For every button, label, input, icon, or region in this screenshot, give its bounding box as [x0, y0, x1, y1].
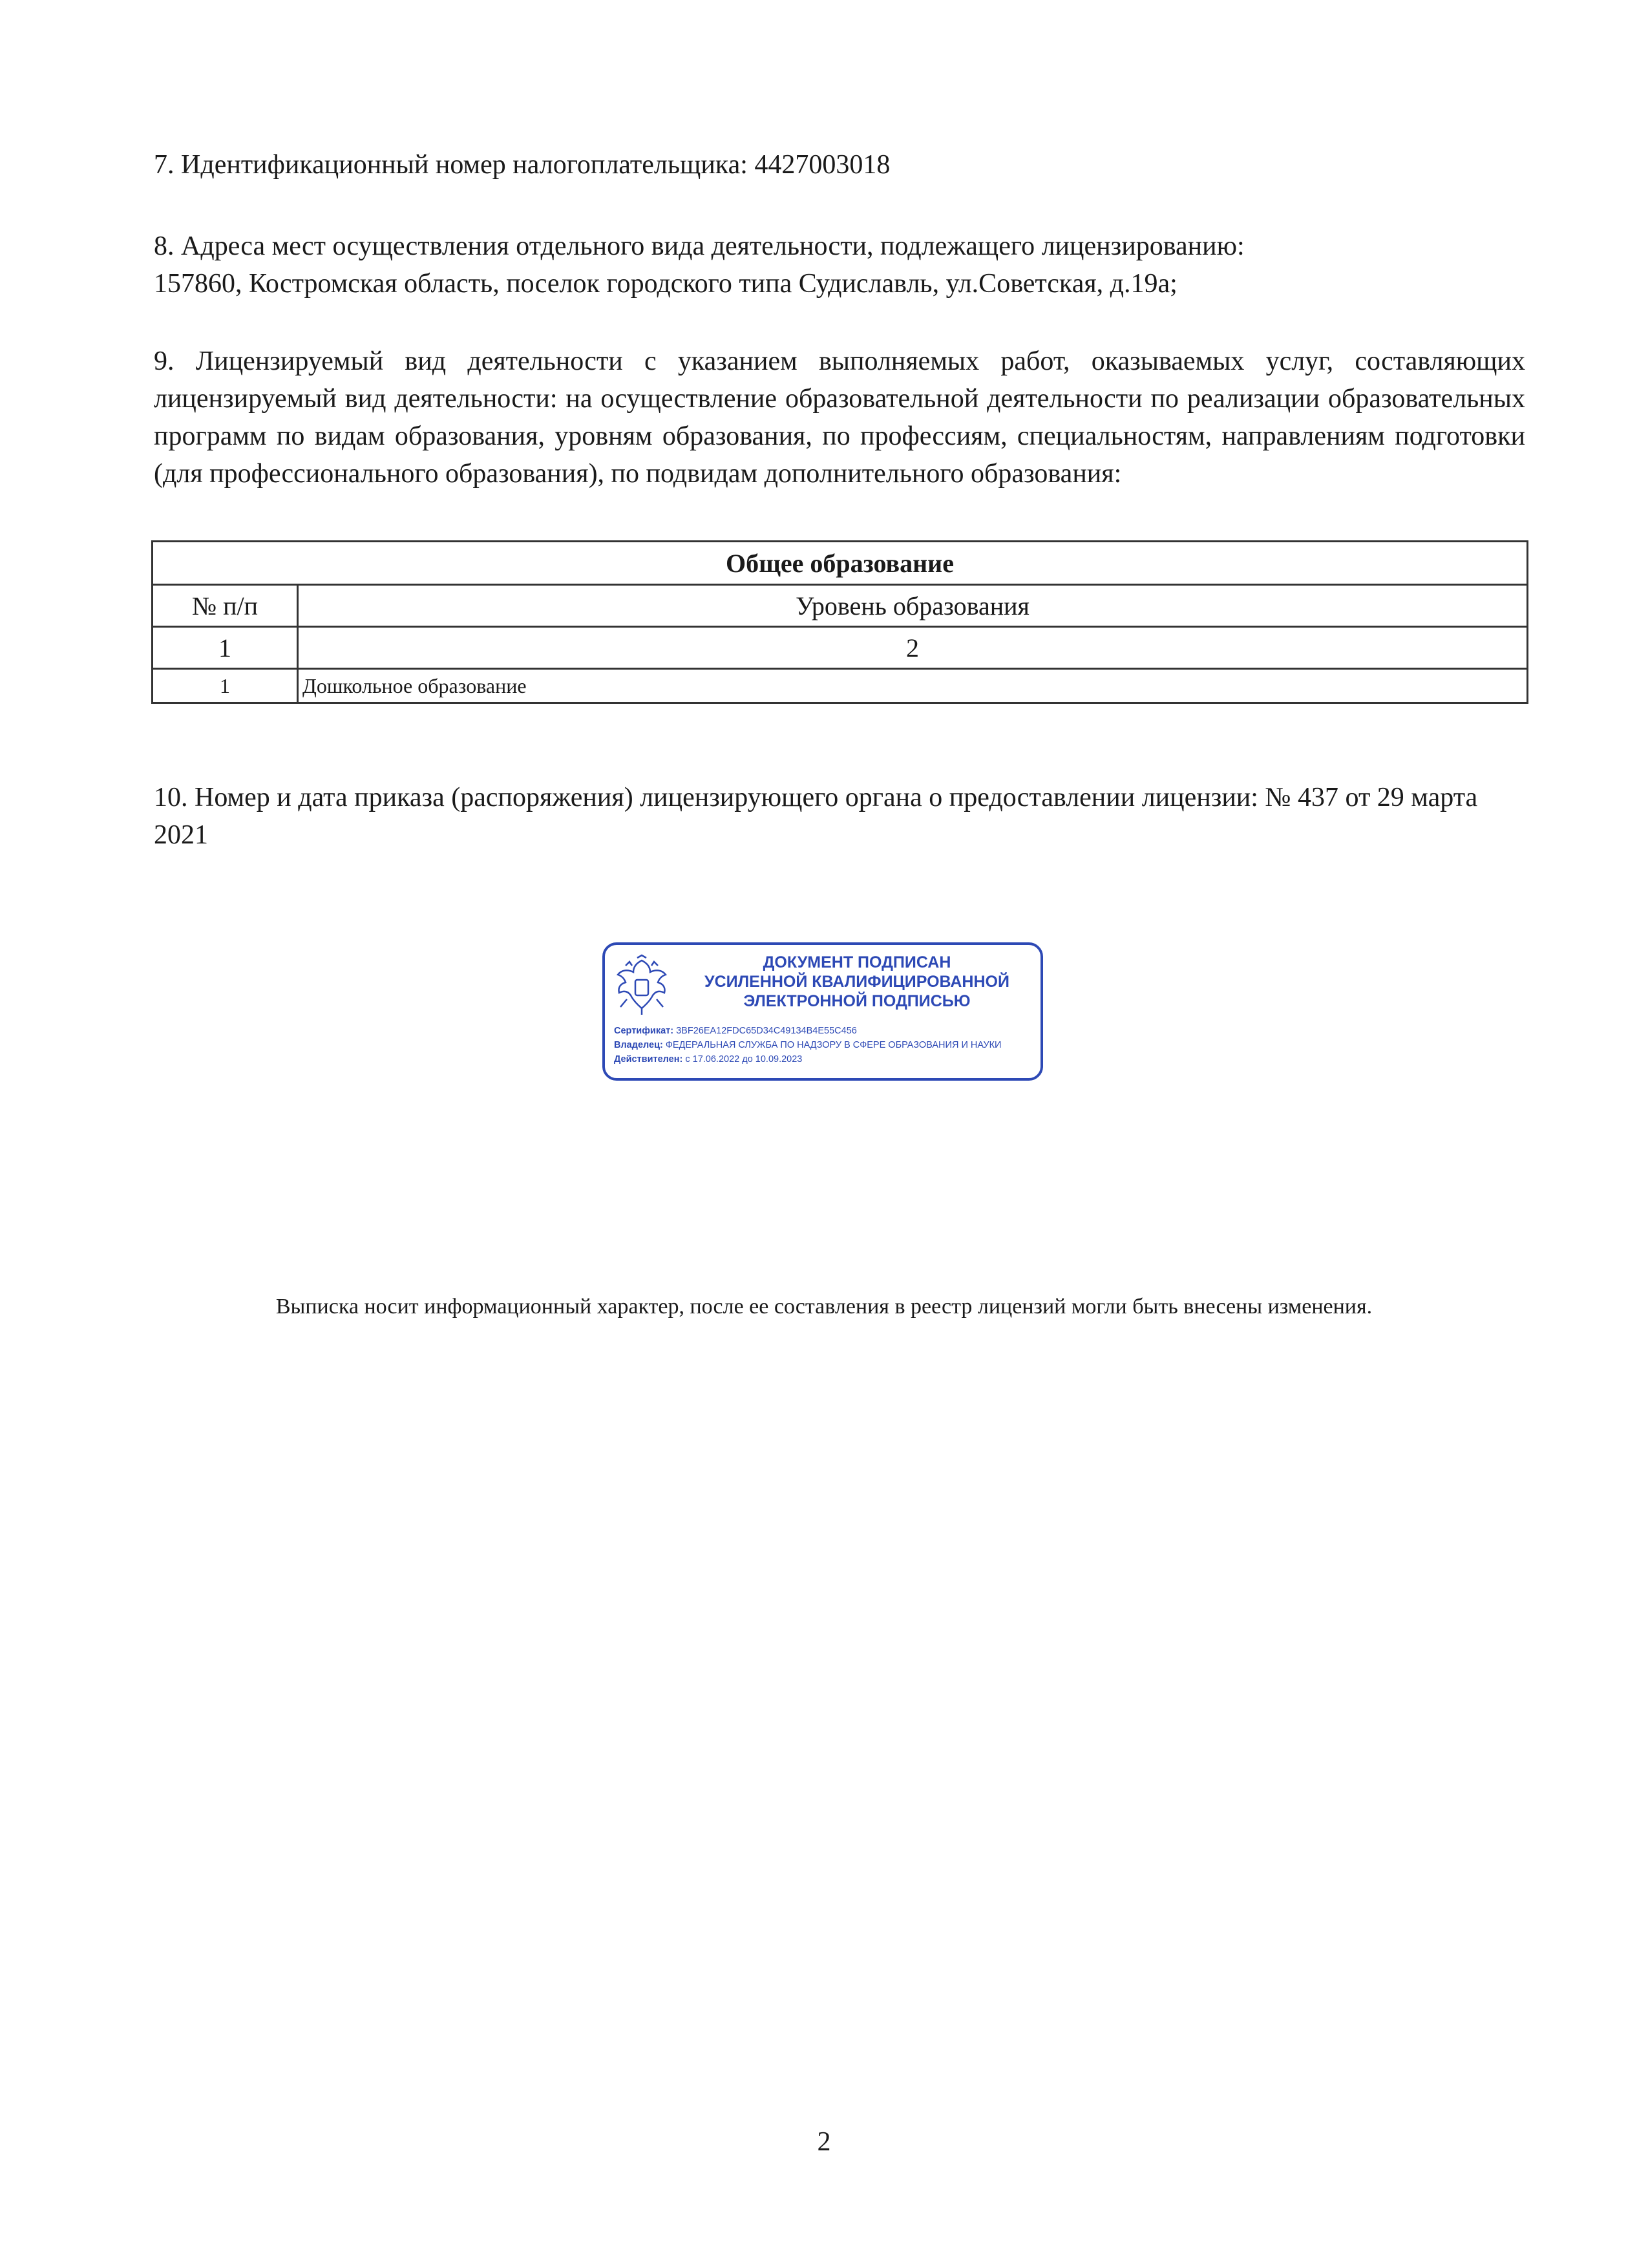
section-8-address: 157860, Костромская область, поселок городского типа Судиславль, ул.Советская, д.19а;	[154, 269, 1178, 299]
table-title: Общее образование	[153, 542, 1528, 585]
section-10-order: 10. Номер и дата приказа (распоряжения) лицензирующего органа о предоставлении лицензии: № 437 от 29 марта 2021	[154, 783, 1478, 850]
stamp-certificate-value: 3BF26EA12FDC65D34C49134B4E55C456	[676, 1026, 857, 1036]
coat-of-arms-icon	[614, 954, 670, 1016]
stamp-validity	[614, 1052, 1041, 1066]
section-8-heading: 8. Адреса мест осуществления отдельного вида деятельности, подлежащего лицензированию:	[154, 231, 1245, 261]
section-8-addresses	[154, 228, 1525, 302]
stamp-owner	[614, 1038, 1041, 1052]
column-header-number: № п/п	[153, 585, 298, 627]
page-number: 2	[817, 2127, 831, 2157]
section-9-activity: 9. Лицензируемый вид деятельности с указанием выполняемых работ, оказываемых услуг, составляющих лицензируемый вид деятельности: на осуществление образовательной деятельности по реализации образовательных программ по видам образования, уровням образования, по профессиям, специальностям, направлениям подготовки (для профессионального образования), по подвидам дополнительного образования:	[154, 346, 1525, 489]
stamp-validity-label: Действителен:	[614, 1054, 683, 1065]
column-header-level: Уровень образования	[298, 585, 1528, 627]
education-levels-table	[151, 540, 1528, 704]
stamp-validity-value: с 17.06.2022 до 10.09.2023	[685, 1054, 803, 1065]
stamp-title-line-2: УСИЛЕННОЙ КВАЛИФИЦИРОВАННОЙ	[704, 973, 1009, 991]
row-number: 1	[153, 669, 298, 703]
row-education-level: Дошкольное образование	[298, 669, 1528, 703]
stamp-title-line-3: ЭЛЕКТРОННОЙ ПОДПИСЬЮ	[743, 992, 971, 1010]
column-index-2: 2	[298, 627, 1528, 669]
electronic-signature-stamp	[602, 942, 1043, 1081]
stamp-title	[677, 953, 1037, 1011]
stamp-certificate	[614, 1024, 1041, 1038]
stamp-owner-label: Владелец:	[614, 1040, 663, 1050]
table-row	[153, 669, 1528, 703]
stamp-title-line-1: ДОКУМЕНТ ПОДПИСАН	[763, 953, 951, 971]
stamp-owner-value: ФЕДЕРАЛЬНАЯ СЛУЖБА ПО НАДЗОРУ В СФЕРЕ ОБРАЗОВАНИЯ И НАУКИ	[665, 1040, 1002, 1050]
section-7-inn: 7. Идентификационный номер налогоплательщика: 4427003018	[154, 150, 891, 180]
column-index-1: 1	[153, 627, 298, 669]
disclaimer-note: Выписка носит информационный характер, после ее составления в реестр лицензий могли быть внесены изменения.	[275, 1295, 1373, 1319]
stamp-certificate-label: Сертификат:	[614, 1026, 674, 1036]
stamp-details	[614, 1024, 1041, 1066]
